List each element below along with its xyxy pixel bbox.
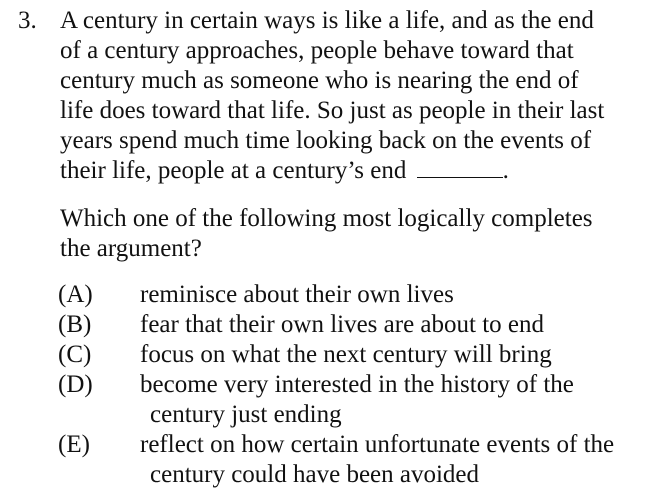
choice-letter: (B): [58, 311, 92, 338]
choice-line-continued: century could have been avoided: [150, 461, 480, 488]
choice-letter: (C): [58, 341, 92, 368]
choice-line: reflect on how certain unfortunate events of the: [140, 431, 615, 458]
stem-line: years spend much time looking back on the events of: [60, 127, 592, 154]
choice-letter: (E): [58, 431, 90, 458]
choice-line: reminisce about their own lives: [140, 281, 454, 308]
choice-line: become very interested in the history of the: [140, 371, 574, 398]
choice-text: [140, 310, 665, 340]
stem-line-last: [60, 156, 670, 186]
prompt-line: the argument?: [60, 235, 202, 262]
choice-line: focus on what the next century will bring: [140, 341, 552, 368]
choice-letter: (A): [58, 281, 93, 308]
choice-letter: (D): [58, 371, 93, 398]
stem-line: of a century approaches, people behave toward that: [60, 37, 574, 64]
choice-text: [140, 430, 665, 490]
question-number: 3.: [18, 7, 37, 34]
blank-period: .: [502, 157, 509, 184]
stem-line: A century in certain ways is like a life, and as the end: [60, 7, 594, 34]
choice-line-continued: century just ending: [150, 401, 342, 428]
choice-text: [140, 340, 665, 370]
stem-line: century much as someone who is nearing the end of: [60, 67, 579, 94]
choice-text: [140, 280, 665, 310]
question-stem: [60, 6, 670, 186]
stem-line: life does toward that life. So just as people in their last: [60, 97, 605, 124]
choice-text: [140, 370, 665, 430]
choice-line: fear that their own lives are about to end: [140, 311, 545, 338]
answer-blank: [417, 159, 503, 178]
prompt-line: Which one of the following most logically completes: [60, 205, 593, 232]
stem-line-text: their life, people at a century’s end: [60, 157, 407, 184]
question-prompt: [60, 204, 660, 264]
